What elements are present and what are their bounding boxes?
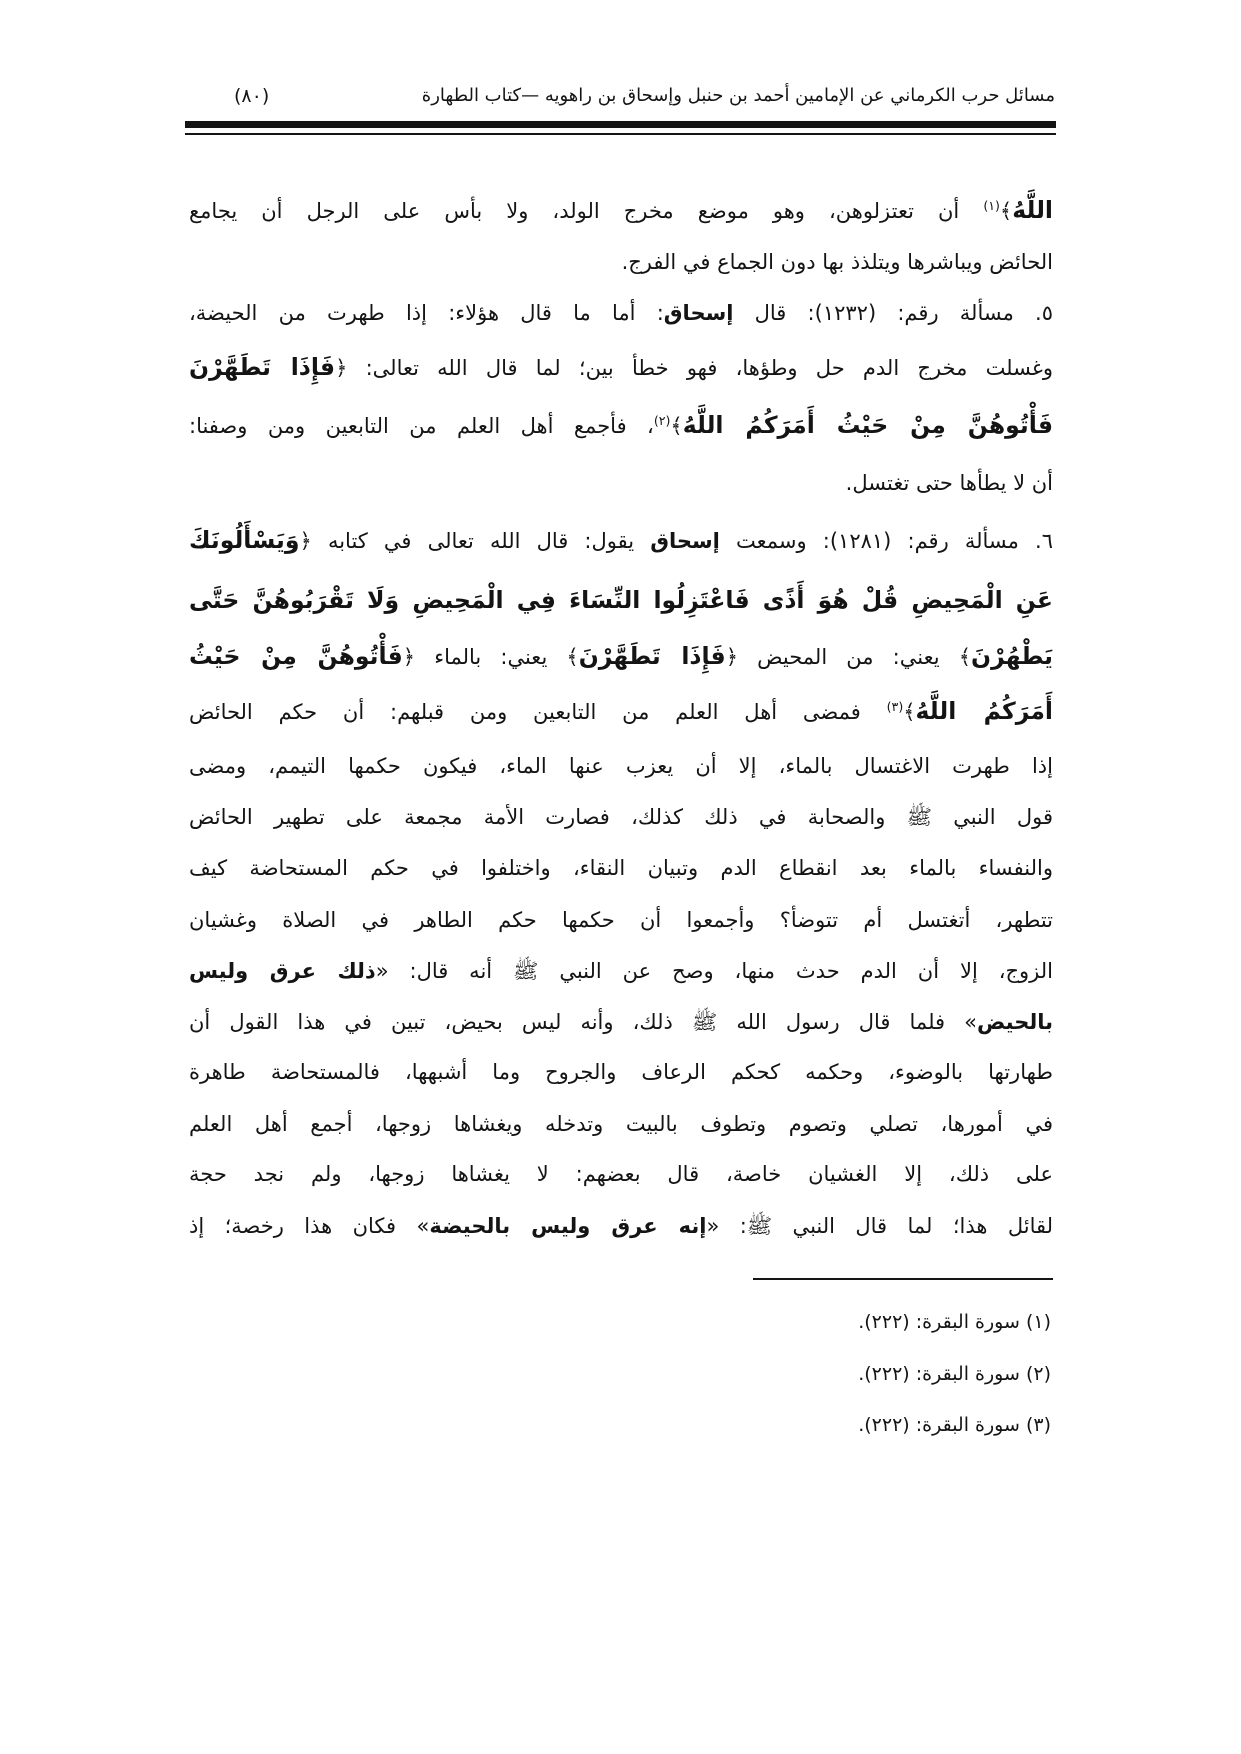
- bold-text: إنه عرق وليس بالحيضة: [429, 1214, 707, 1238]
- text-run: على ذلك، إلا الغشيان خاصة، قال بعضهم: لا يغشاها زوجها، ولم نجد حجة: [189, 1162, 1053, 1186]
- footnote-ref-marker: (٣): [886, 699, 904, 714]
- body-line: [189, 243, 1053, 281]
- quran-verse-text: عَنِ الْمَحِيضِ قُلْ هُوَ أَذًى فَاعْتَزِلُوا النِّسَاءَ فِي الْمَحِيضِ وَلَا تَقْرَبُوهُنَّ حَتَّى: [189, 586, 1053, 614]
- body-line: [189, 1003, 1053, 1041]
- body-line: [189, 1105, 1053, 1143]
- body-line: [189, 1207, 1053, 1245]
- text-run: فمضى أهل العلم من التابعين ومن قبلهم: أن حكم الحائض: [189, 700, 887, 724]
- body-line: [189, 798, 1053, 836]
- text-run: يقول: قال الله تعالى في كتابه ﴿: [299, 529, 651, 553]
- header-rule-thin: [185, 133, 1056, 135]
- body-line: [189, 521, 1053, 560]
- quran-verse-text: أَمَرَكُمُ اللَّهُ: [915, 697, 1053, 725]
- text-run: ﴾: [999, 199, 1013, 223]
- footnote-item: (٣) سورة البقرة: (٢٢٢).: [858, 1414, 1051, 1436]
- footnote-separator: [753, 1278, 1053, 1280]
- text-run: : أما ما قال هؤلاء: إذا طهرت من الحيضة،: [189, 301, 664, 325]
- body-line: [189, 406, 1053, 445]
- text-run: طهارتها بالوضوء، وحكمه كحكم الرعاف والجروح وما أشبهها، فالمستحاضة طاهرة: [189, 1060, 1053, 1084]
- quran-verse-text: فَإِذَا تَطَهَّرْنَ: [189, 353, 336, 381]
- quran-verse-text: فَأْتُوهُنَّ مِنْ حَيْثُ: [189, 642, 403, 670]
- body-line: [189, 464, 1053, 502]
- bold-text: بالحيض: [976, 1010, 1053, 1034]
- quran-verse-text: وَيَسْأَلُونَكَ: [189, 526, 300, 554]
- bold-text: إسحاق: [663, 301, 734, 325]
- body-line: [189, 692, 1053, 731]
- body-line: [189, 581, 1053, 620]
- text-run: » فكان هذا رخصة؛ إذ: [189, 1214, 430, 1238]
- body-line: [189, 849, 1053, 887]
- quran-verse-text: يَطْهُرْنَ: [971, 642, 1053, 670]
- page-number: (٨٠): [234, 85, 270, 107]
- body-line: [189, 747, 1053, 785]
- text-run: ﴾: [670, 414, 683, 438]
- running-header-title: مسائل حرب الكرماني عن الإمامين أحمد بن حنبل وإسحاق بن راهويه —كتاب الطهارة: [421, 85, 1055, 106]
- bold-text: إسحاق: [650, 529, 720, 553]
- text-run: لقائل هذا؛ لما قال النبي ﷺ: «: [706, 1214, 1054, 1238]
- quran-verse-text: فَأْتُوهُنَّ مِنْ حَيْثُ أَمَرَكُمُ اللَّهُ: [682, 411, 1053, 439]
- body-line: [189, 294, 1053, 332]
- body-line: [189, 901, 1053, 939]
- quran-verse-text: فَإِذَا تَطَهَّرْنَ: [578, 642, 726, 670]
- text-run: ٥. مسألة رقم: (١٢٣٢): قال: [733, 301, 1053, 325]
- text-run: ﴾: [903, 700, 916, 724]
- text-run: ﴾ يعني: من المحيض ﴿: [725, 645, 972, 669]
- footnote-ref-marker: (٢): [653, 413, 671, 428]
- text-run: إذا طهرت الاغتسال بالماء، إلا أن يعزب عنها الماء، فيكون حكمها التيمم، ومضى: [189, 754, 1053, 778]
- body-line: [189, 952, 1053, 990]
- text-run: تتطهر، أتغتسل أم تتوضأ؟ وأجمعوا أن حكمها حكم الطاهر في الصلاة وغشيان: [189, 908, 1053, 932]
- text-run: ﴾ يعني: بالماء ﴿: [402, 645, 579, 669]
- text-run: ، فأجمع أهل العلم من التابعين ومن وصفنا:: [189, 414, 654, 438]
- text-run: قول النبي ﷺ والصحابة في ذلك كذلك، فصارت الأمة مجمعة على تطهير الحائض: [189, 805, 1053, 829]
- text-run: » فلما قال رسول الله ﷺ ذلك، وأنه ليس بحيض، تبين في هذا القول أن: [189, 1010, 977, 1034]
- footnote-ref-marker: (١): [983, 198, 1000, 213]
- text-run: والنفساء بالماء بعد انقطاع الدم وتبيان النقاء، واختلفوا في حكم المستحاضة كيف: [189, 856, 1053, 880]
- body-line: [189, 191, 1053, 230]
- text-run: ٦. مسألة رقم: (١٢٨١): وسمعت: [719, 529, 1053, 553]
- body-line: [189, 637, 1053, 676]
- body-line: [189, 348, 1053, 387]
- text-run: الزوج، إلا أن الدم حدث منها، وصح عن النبي ﷺ أنه قال: «: [375, 959, 1053, 983]
- footnote-item: (٢) سورة البقرة: (٢٢٢).: [858, 1363, 1051, 1385]
- body-line: [189, 1053, 1053, 1091]
- text-run: أن تعتزلوهن، وهو موضع مخرج الولد، ولا بأس على الرجل أن يجامع: [189, 199, 984, 223]
- header-rule-thick: [185, 121, 1056, 128]
- text-run: الحائض ويباشرها ويتلذذ بها دون الجماع في الفرج.: [621, 250, 1053, 274]
- text-run: في أمورها، تصلي وتصوم وتطوف بالبيت وتدخله ويغشاها زوجها، أجمع أهل العلم: [189, 1112, 1053, 1136]
- body-line: [189, 1155, 1053, 1193]
- text-run: وغسلت مخرج الدم حل وطؤها، فهو خطأ بين؛ لما قال الله تعالى: ﴿: [335, 356, 1053, 380]
- footnote-item: (١) سورة البقرة: (٢٢٢).: [858, 1311, 1051, 1333]
- quran-verse-text: اللَّهُ: [1012, 196, 1053, 224]
- text-run: أن لا يطأها حتى تغتسل.: [845, 471, 1053, 495]
- bold-text: ذلك عرق وليس: [189, 959, 376, 983]
